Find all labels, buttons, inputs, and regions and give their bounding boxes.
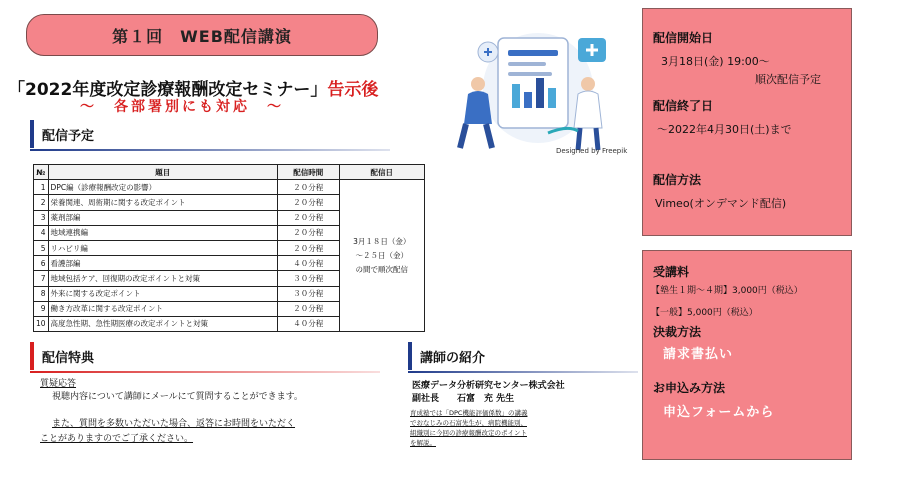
fee-member: 【塾生１期～４期】3,000円（税込） — [651, 286, 803, 296]
row-title: 外来に関する改定ポイント — [48, 286, 277, 301]
schedule-heading: 配信予定 — [30, 120, 330, 148]
row-time: ３０分程 — [277, 286, 339, 301]
medical-illustration — [428, 18, 628, 158]
perks-heading: 配信特典 — [30, 342, 330, 370]
row-time: ２０分程 — [277, 210, 339, 225]
row-time: ４０分程 — [277, 316, 339, 331]
row-title: 地域連携編 — [48, 225, 277, 240]
banner-text: 第１回 WEB配信講演 — [112, 26, 292, 46]
row-no: 6 — [34, 256, 49, 271]
method-value: Vimeo(オンデマンド配信) — [655, 197, 787, 210]
teacher-heading: 講師の紹介 — [408, 342, 628, 370]
row-no: 7 — [34, 271, 49, 286]
start-note: 順次配信予定 — [755, 73, 821, 86]
row-no: 2 — [34, 195, 49, 210]
row-no: 5 — [34, 240, 49, 255]
row-title: リハビリ編 — [48, 240, 277, 255]
row-time: ４０分程 — [277, 256, 339, 271]
row-title: 看護部編 — [48, 256, 277, 271]
row-time: ２０分程 — [277, 301, 339, 316]
row-title: DPC編（診療報酬改定の影響） — [48, 180, 277, 195]
row-no: 3 — [34, 210, 49, 225]
row-time: ２０分程 — [277, 225, 339, 240]
end-label: 配信終了日 — [653, 99, 714, 113]
date-line3: の間で順次配信 — [355, 264, 409, 274]
row-time: ２０分程 — [277, 240, 339, 255]
row-time: ２０分程 — [277, 180, 339, 195]
sub-title: ～ 各部署別にも対応 ～ — [80, 99, 284, 115]
date-line1: 3月１８日（金） — [353, 236, 411, 246]
apply-value[interactable]: 申込フォームから — [663, 405, 775, 420]
row-no: 4 — [34, 225, 49, 240]
fee-info-box — [642, 250, 852, 460]
main-title-text: 「2022年度改定診療報酬改定セミナー」 — [8, 80, 328, 100]
row-no: 10 — [34, 316, 49, 331]
main-title-after: 告示後 — [327, 80, 379, 100]
payment-label: 決裁方法 — [653, 325, 702, 339]
row-title: 地域包括ケア、回復期の改定ポイントと対策 — [48, 271, 277, 286]
row-title: 栄養関連、周術期に関する改定ポイント — [48, 195, 277, 210]
header-date: 配信日 — [339, 165, 424, 180]
row-no: 1 — [34, 180, 49, 195]
fee-general: 【一般】5,000円（税込） — [651, 308, 758, 318]
row-time: ２０分程 — [277, 195, 339, 210]
delivery-date-cell — [339, 180, 424, 332]
start-label: 配信開始日 — [653, 31, 714, 45]
teacher-name-line — [412, 391, 514, 404]
title-banner — [26, 14, 378, 56]
perk-line3: ことがありますのでご了承ください。 — [40, 434, 194, 444]
teacher-desc4: を解説。 — [410, 439, 436, 447]
row-no: 8 — [34, 286, 49, 301]
schedule-table — [33, 164, 425, 332]
header-title: 題目 — [48, 165, 277, 180]
method-label: 配信方法 — [653, 173, 702, 187]
fee-label: 受講料 — [653, 265, 690, 279]
teacher-name: 石富 充 先生 — [457, 394, 515, 404]
row-time: ３０分程 — [277, 271, 339, 286]
perk-item-title: 質疑応答 — [40, 379, 77, 389]
table-header-row — [34, 165, 425, 180]
header-no: № — [34, 165, 49, 180]
perk-line1: 視聴内容について講師にメールにて質問することができます。 — [52, 392, 303, 402]
row-title: 高度急性期、急性期医療の改定ポイントと対策 — [48, 316, 277, 331]
row-title: 働き方改革に関する改定ポイント — [48, 301, 277, 316]
table-row — [34, 180, 425, 195]
row-title: 薬剤部編 — [48, 210, 277, 225]
teacher-desc3: 組織別に今回の診療報酬改定のポイント — [410, 429, 527, 437]
date-line2: ～２５日（金） — [355, 250, 409, 260]
teacher-org: 医療データ分析研究センター株式会社 — [412, 381, 565, 391]
perk-line2: また、質問を多数いただいた場合、返答にお時間をいただく — [52, 419, 296, 429]
start-value: 3月18日(金) 19:00～ — [661, 55, 770, 68]
teacher-desc2: でおなじみの石富先生が、病院機能別、 — [410, 419, 527, 427]
row-no: 9 — [34, 301, 49, 316]
end-value: ～2022年4月30日(土)まで — [657, 123, 792, 136]
apply-label: お申込み方法 — [653, 381, 726, 395]
payment-value: 請求書払い — [663, 347, 734, 362]
header-time: 配信時間 — [277, 165, 339, 180]
teacher-description — [410, 408, 610, 448]
illustration-credit: Designed by Freepik — [556, 147, 628, 155]
teacher-desc1: 育成塾では「DPC機能評価係数」の講義 — [410, 409, 528, 417]
teacher-role: 副社長 — [412, 394, 440, 404]
delivery-info-box — [642, 8, 852, 236]
